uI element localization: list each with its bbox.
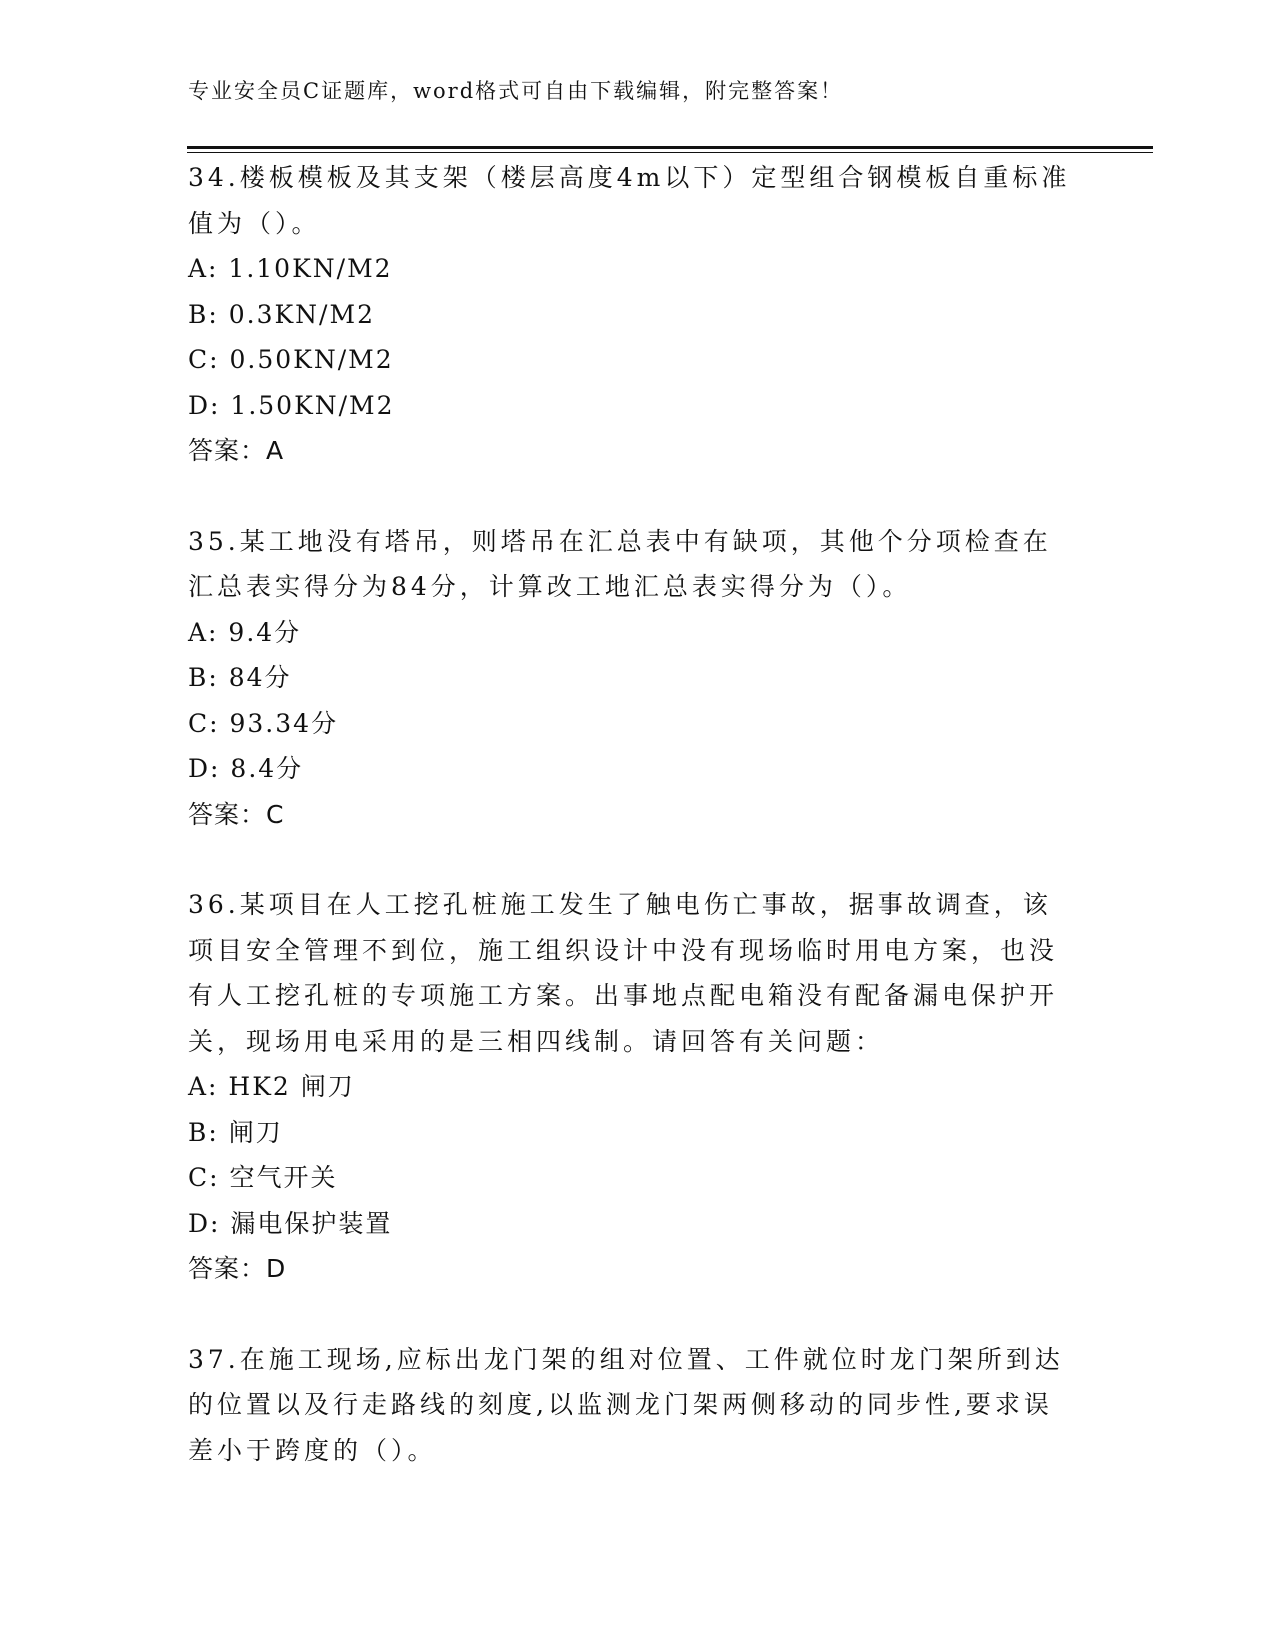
- option-d: D: 漏电保护装置: [188, 1208, 393, 1238]
- question-37: [188, 1337, 1078, 1474]
- answer: 答案：D: [188, 1254, 287, 1283]
- option-c: C: 0.50KN/M2: [188, 345, 394, 374]
- question-stem: 35.某工地没有塔吊，则塔吊在汇总表中有缺项，其他个分项检查在汇总表实得分为84分，计算改工地汇总表实得分为（）。: [188, 526, 1052, 601]
- question-35: [188, 519, 1078, 838]
- question-34: [188, 155, 1078, 474]
- question-list: [188, 155, 1078, 1473]
- option-c: C: 93.34分: [188, 708, 339, 738]
- option-b: B: 0.3KN/M2: [188, 299, 375, 329]
- question-stem: 36.某项目在人工挖孔桩施工发生了触电伤亡事故，据事故调查，该项目安全管理不到位，施工组织设计中没有现场临时用电方案，也没有人工挖孔桩的专项施工方案。出事地点配电箱没有配备漏电保护开关，现场用电采用的是三相四线制。请回答有关问题：: [188, 890, 1059, 1056]
- header-rule-thin: [187, 152, 1153, 153]
- page-header: 专业安全员C证题库，word格式可自由下载编辑，附完整答案！: [188, 79, 844, 103]
- question-stem: 37.在施工现场,应标出龙门架的组对位置、工件就位时龙门架所到达的位置以及行走路线的刻度,以监测龙门架两侧移动的同步性,要求误差小于跨度的（）。: [188, 1344, 1064, 1465]
- header-rule-thick: [187, 146, 1153, 149]
- option-b: B: 闸刀: [188, 1117, 283, 1147]
- option-b: B: 84分: [188, 663, 292, 692]
- question-36: [188, 882, 1078, 1292]
- question-stem: 34.楼板模板及其支架（楼层高度4m以下）定型组合钢模板自重标准值为（）。: [188, 163, 1071, 238]
- option-d: D: 8.4分: [188, 754, 304, 783]
- option-c: C: 空气开关: [188, 1163, 338, 1192]
- option-d: D: 1.50KN/M2: [188, 390, 395, 420]
- option-a: A: HK2 闸刀: [188, 1072, 355, 1101]
- option-a: A: 1.10KN/M2: [188, 254, 393, 283]
- answer: 答案：A: [188, 436, 285, 465]
- option-a: A: 9.4分: [188, 617, 302, 647]
- answer: 答案：C: [188, 799, 285, 829]
